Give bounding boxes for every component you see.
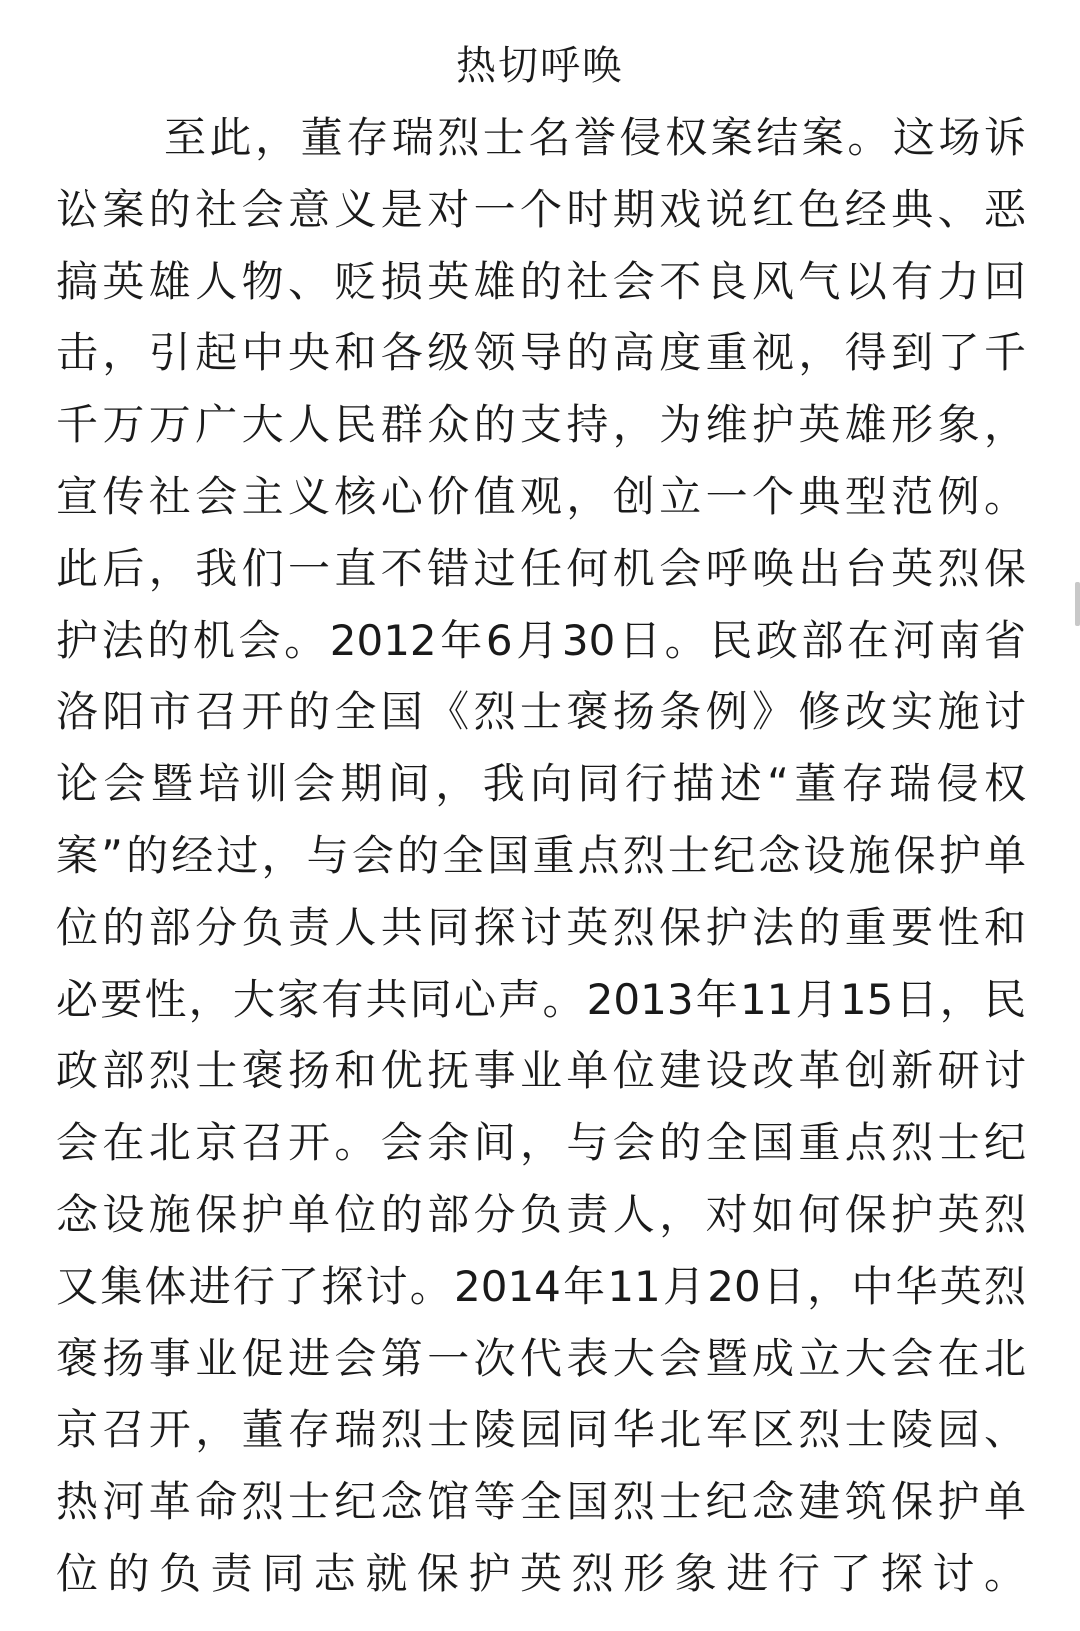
body-line: 必要性，大家有共同心声。2013年11月15日，民 [56,974,1026,1024]
body-line: 位的部分负责人共同探讨英烈保护法的重要性和 [56,902,1026,952]
body-line: 此后，我们一直不错过任何机会呼唤出台英烈保 [56,543,1026,593]
body-line: 念设施保护单位的部分负责人，对如何保护英烈 [56,1189,1026,1239]
body-line: 京召开，董存瑞烈士陵园同华北军区烈士陵园、 [56,1405,1026,1455]
body-line: 政部烈士褒扬和优抚事业单位建设改革创新研讨 [56,1046,1026,1096]
document-body [56,102,1026,1610]
body-line: 位的负责同志就保护英烈形象进行了探讨。 [56,1548,1026,1598]
body-line: 案”的经过，与会的全国重点烈士纪念设施保护单 [56,830,1026,880]
document-title: 热切呼唤 [456,43,624,89]
body-line: 至此，董存瑞烈士名誉侵权案结案。这场诉 [164,113,1026,162]
body-line: 褒扬事业促进会第一次代表大会暨成立大会在北 [56,1333,1026,1383]
body-line: 千万万广大人民群众的支持，为维护英雄形象， [56,400,1026,450]
body-line: 论会暨培训会期间，我向同行描述“董存瑞侵权 [56,759,1026,809]
body-line: 护法的机会。2012年6月30日。民政部在河南省 [56,615,1026,665]
body-line: 讼案的社会意义是对一个时期戏说红色经典、恶 [56,184,1026,234]
scroll-indicator[interactable] [1075,582,1080,626]
body-line: 宣传社会主义核心价值观，创立一个典型范例。 [56,471,1026,521]
body-line: 击，引起中央和各级领导的高度重视，得到了千 [56,328,1026,378]
body-line: 热河革命烈士纪念馆等全国烈士纪念建筑保护单 [56,1477,1026,1527]
body-line: 搞英雄人物、贬损英雄的社会不良风气以有力回 [56,256,1026,306]
body-line: 洛阳市召开的全国《烈士褒扬条例》修改实施讨 [56,687,1026,737]
body-line: 会在北京召开。会余间，与会的全国重点烈士纪 [56,1118,1026,1168]
body-line: 又集体进行了探讨。2014年11月20日，中华英烈 [56,1261,1026,1311]
